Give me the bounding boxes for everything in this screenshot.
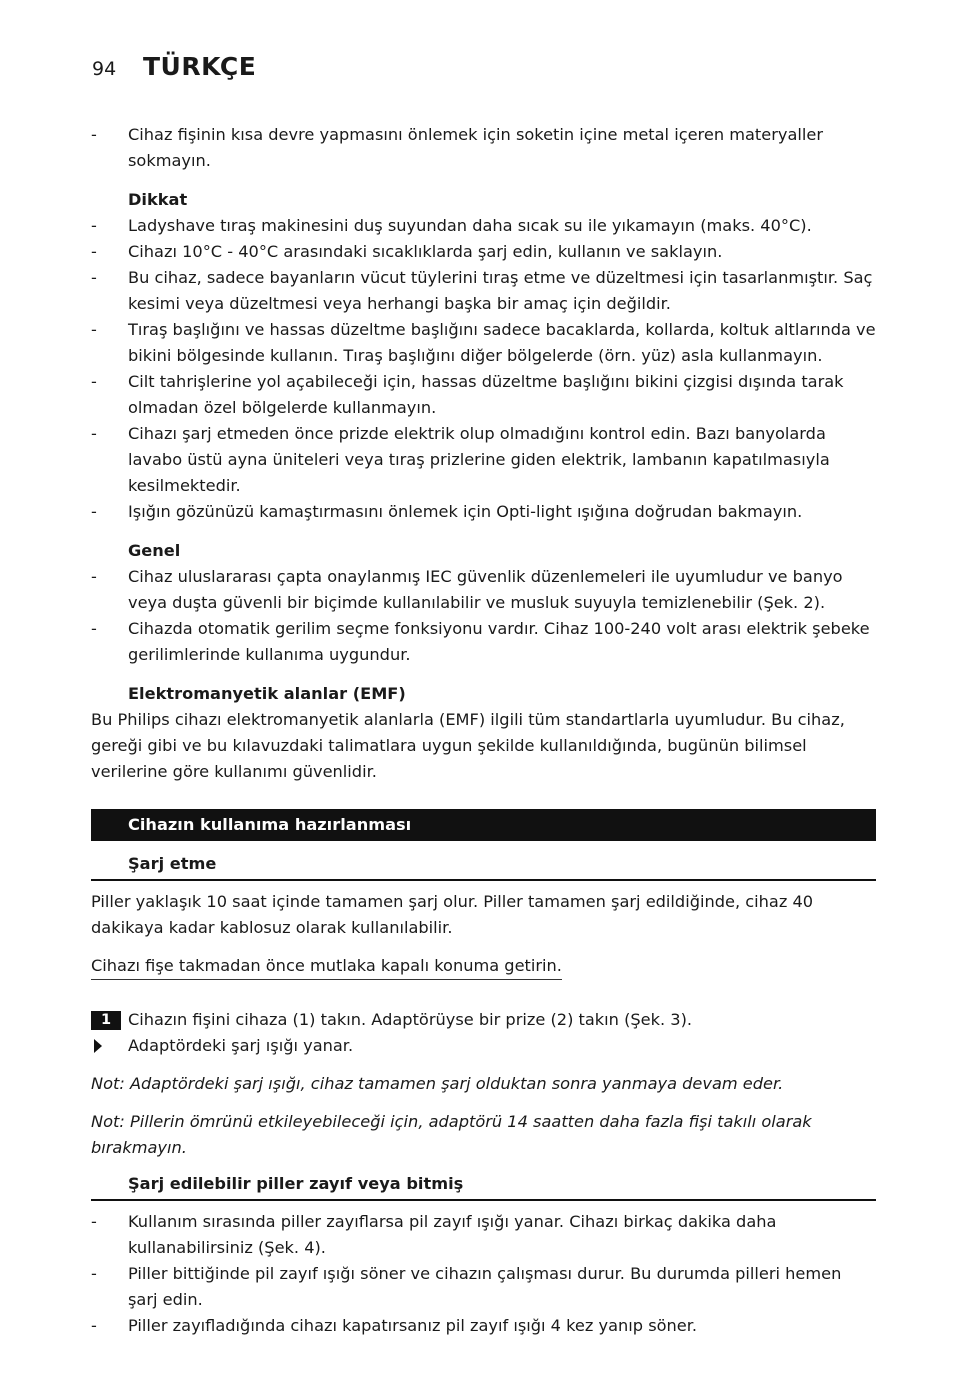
- bullet-marker: -: [91, 268, 97, 287]
- list-item: [91, 265, 876, 317]
- list-item: [91, 122, 876, 174]
- list-item-text: Ladyshave tıraş makinesini duş suyundan daha sıcak su ile yıkamayın (maks. 40°C).: [128, 216, 812, 235]
- list-item: [91, 564, 876, 616]
- list-item-text: Cihazda otomatik gerilim seçme fonksiyonu vardır. Cihaz 100-240 volt arası elektrik şebeke gerilimlerinde kullanıma uygundur.: [128, 619, 870, 664]
- list-item-text: Işığın gözünüzü kamaştırmasını önlemek için Opti-light ışığına doğrudan bakmayın.: [128, 502, 803, 521]
- page-number: 94: [92, 58, 117, 80]
- bullet-marker: -: [91, 320, 97, 339]
- manual-content: [91, 122, 876, 1339]
- section-heading-emf: Elektromanyetik alanlar (EMF): [128, 684, 406, 703]
- charging-paragraph: Piller yaklaşık 10 saat içinde tamamen şarj olur. Piller tamamen şarj edildiğinde, cihaz 40 dakikaya kadar kablosuz olarak kullanılabilir.: [91, 892, 814, 937]
- list-item: [91, 1209, 876, 1261]
- step-item: [91, 1007, 876, 1033]
- list-item-text: Cihaz fişinin kısa devre yapmasını önlemek için soketin içine metal içeren materyaller sokmayın.: [128, 125, 823, 170]
- list-item: [91, 213, 876, 239]
- list-item-text: Cihazı şarj etmeden önce prizde elektrik olup olmadığını kontrol edin. Bazı banyolarda lavabo üstü ayna üniteleri veya tıraş prizlerine giden elektrik, lambanın kapatılmasıyla kesilmektedir.: [128, 424, 830, 495]
- list-item: [91, 1313, 876, 1339]
- bullet-marker: -: [91, 1212, 97, 1231]
- list-item-text: Piller zayıfladığında cihazı kapatırsanız pil zayıf ışığı 4 kez yanıp söner.: [128, 1316, 698, 1335]
- bullet-marker: -: [91, 242, 97, 261]
- list-item-text: Cilt tahrişlerine yol açabileceği için, hassas düzeltme başlığını bikini çizgisi dışında tarak olmadan özel bölgelerde kullanmayın.: [128, 372, 844, 417]
- list-item-text: Cihaz uluslararası çapta onaylanmış IEC güvenlik düzenlemeleri ile uyumludur ve banyo veya duşta güvenli bir biçimde kullanılabilir ve musluk suyuyla temizlenebilir (Şek. 2).: [128, 567, 843, 612]
- section-heading-charging: Şarj etme: [91, 849, 876, 881]
- chapter-bar: Cihazın kullanıma hazırlanması: [91, 809, 876, 841]
- list-item: [91, 421, 876, 499]
- section-heading-caution: Dikkat: [128, 190, 188, 209]
- bullet-marker: -: [91, 372, 97, 391]
- list-item: [91, 616, 876, 668]
- bullet-marker: -: [91, 619, 97, 638]
- bullet-marker: -: [91, 1264, 97, 1283]
- list-item-text: Tıraş başlığını ve hassas düzeltme başlığını sadece bacaklarda, kollarda, koltuk altlarında ve bikini bölgesinde kullanın. Tıraş başlığını diğer bölgelerde (örn. yüz) asla kullanmayın.: [128, 320, 876, 365]
- emf-paragraph: Bu Philips cihazı elektromanyetik alanlarla (EMF) ilgili tüm standartlarla uyumludur. Bu cihaz, gereği gibi ve bu kılavuzdaki talimatlara uygun şekilde kullanıldığında, bugünün bilimsel verilerine göre kullanımı güvenlidir.: [91, 710, 845, 781]
- result-arrow-icon: [94, 1039, 102, 1053]
- list-item-text: Kullanım sırasında piller zayıflarsa pil zayıf ışığı yanar. Cihazı birkaç dakika daha kullanabilirsiniz (Şek. 4).: [128, 1212, 777, 1257]
- list-item: [91, 239, 876, 265]
- list-item: [91, 499, 876, 525]
- page-title: TÜRKÇE: [143, 52, 257, 81]
- section-heading-low-battery: Şarj edilebilir piller zayıf veya bitmiş: [91, 1169, 876, 1201]
- bullet-marker: -: [91, 567, 97, 586]
- bullet-marker: -: [91, 502, 97, 521]
- note: Not: Pillerin ömrünü etkileyebileceği için, adaptörü 14 saatten daha fazla fişi takılı olarak bırakmayın.: [91, 1112, 812, 1157]
- bullet-marker: -: [91, 424, 97, 443]
- step-number-badge: 1: [91, 1011, 121, 1030]
- step-text: Cihazın fişini cihaza (1) takın. Adaptörüyse bir prize (2) takın (Şek. 3).: [128, 1010, 693, 1029]
- note: Not: Adaptördeki şarj ışığı, cihaz tamamen şarj olduktan sonra yanmaya devam eder.: [91, 1074, 784, 1093]
- section-heading-general: Genel: [128, 541, 181, 560]
- bullet-marker: -: [91, 216, 97, 235]
- bullet-marker: -: [91, 125, 97, 144]
- result-text: Adaptördeki şarj ışığı yanar.: [128, 1036, 354, 1055]
- list-item-text: Bu cihaz, sadece bayanların vücut tüylerini tıraş etme ve düzeltmesi için tasarlanmıştır. Saç kesimi veya düzeltmesi veya herhangi başka bir amaç için değildir.: [128, 268, 873, 313]
- underlined-warning: Cihazı fişe takmadan önce mutlaka kapalı konuma getirin.: [91, 955, 562, 980]
- list-item-text: Piller bittiğinde pil zayıf ışığı söner ve cihazın çalışması durur. Bu durumda pilleri hemen şarj edin.: [128, 1264, 842, 1309]
- list-item: [91, 317, 876, 369]
- warning-line: [91, 953, 876, 980]
- bullet-marker: -: [91, 1316, 97, 1335]
- result-item: [91, 1033, 876, 1059]
- list-item: [91, 369, 876, 421]
- list-item: [91, 1261, 876, 1313]
- list-item-text: Cihazı 10°C - 40°C arasındaki sıcaklıklarda şarj edin, kullanın ve saklayın.: [128, 242, 723, 261]
